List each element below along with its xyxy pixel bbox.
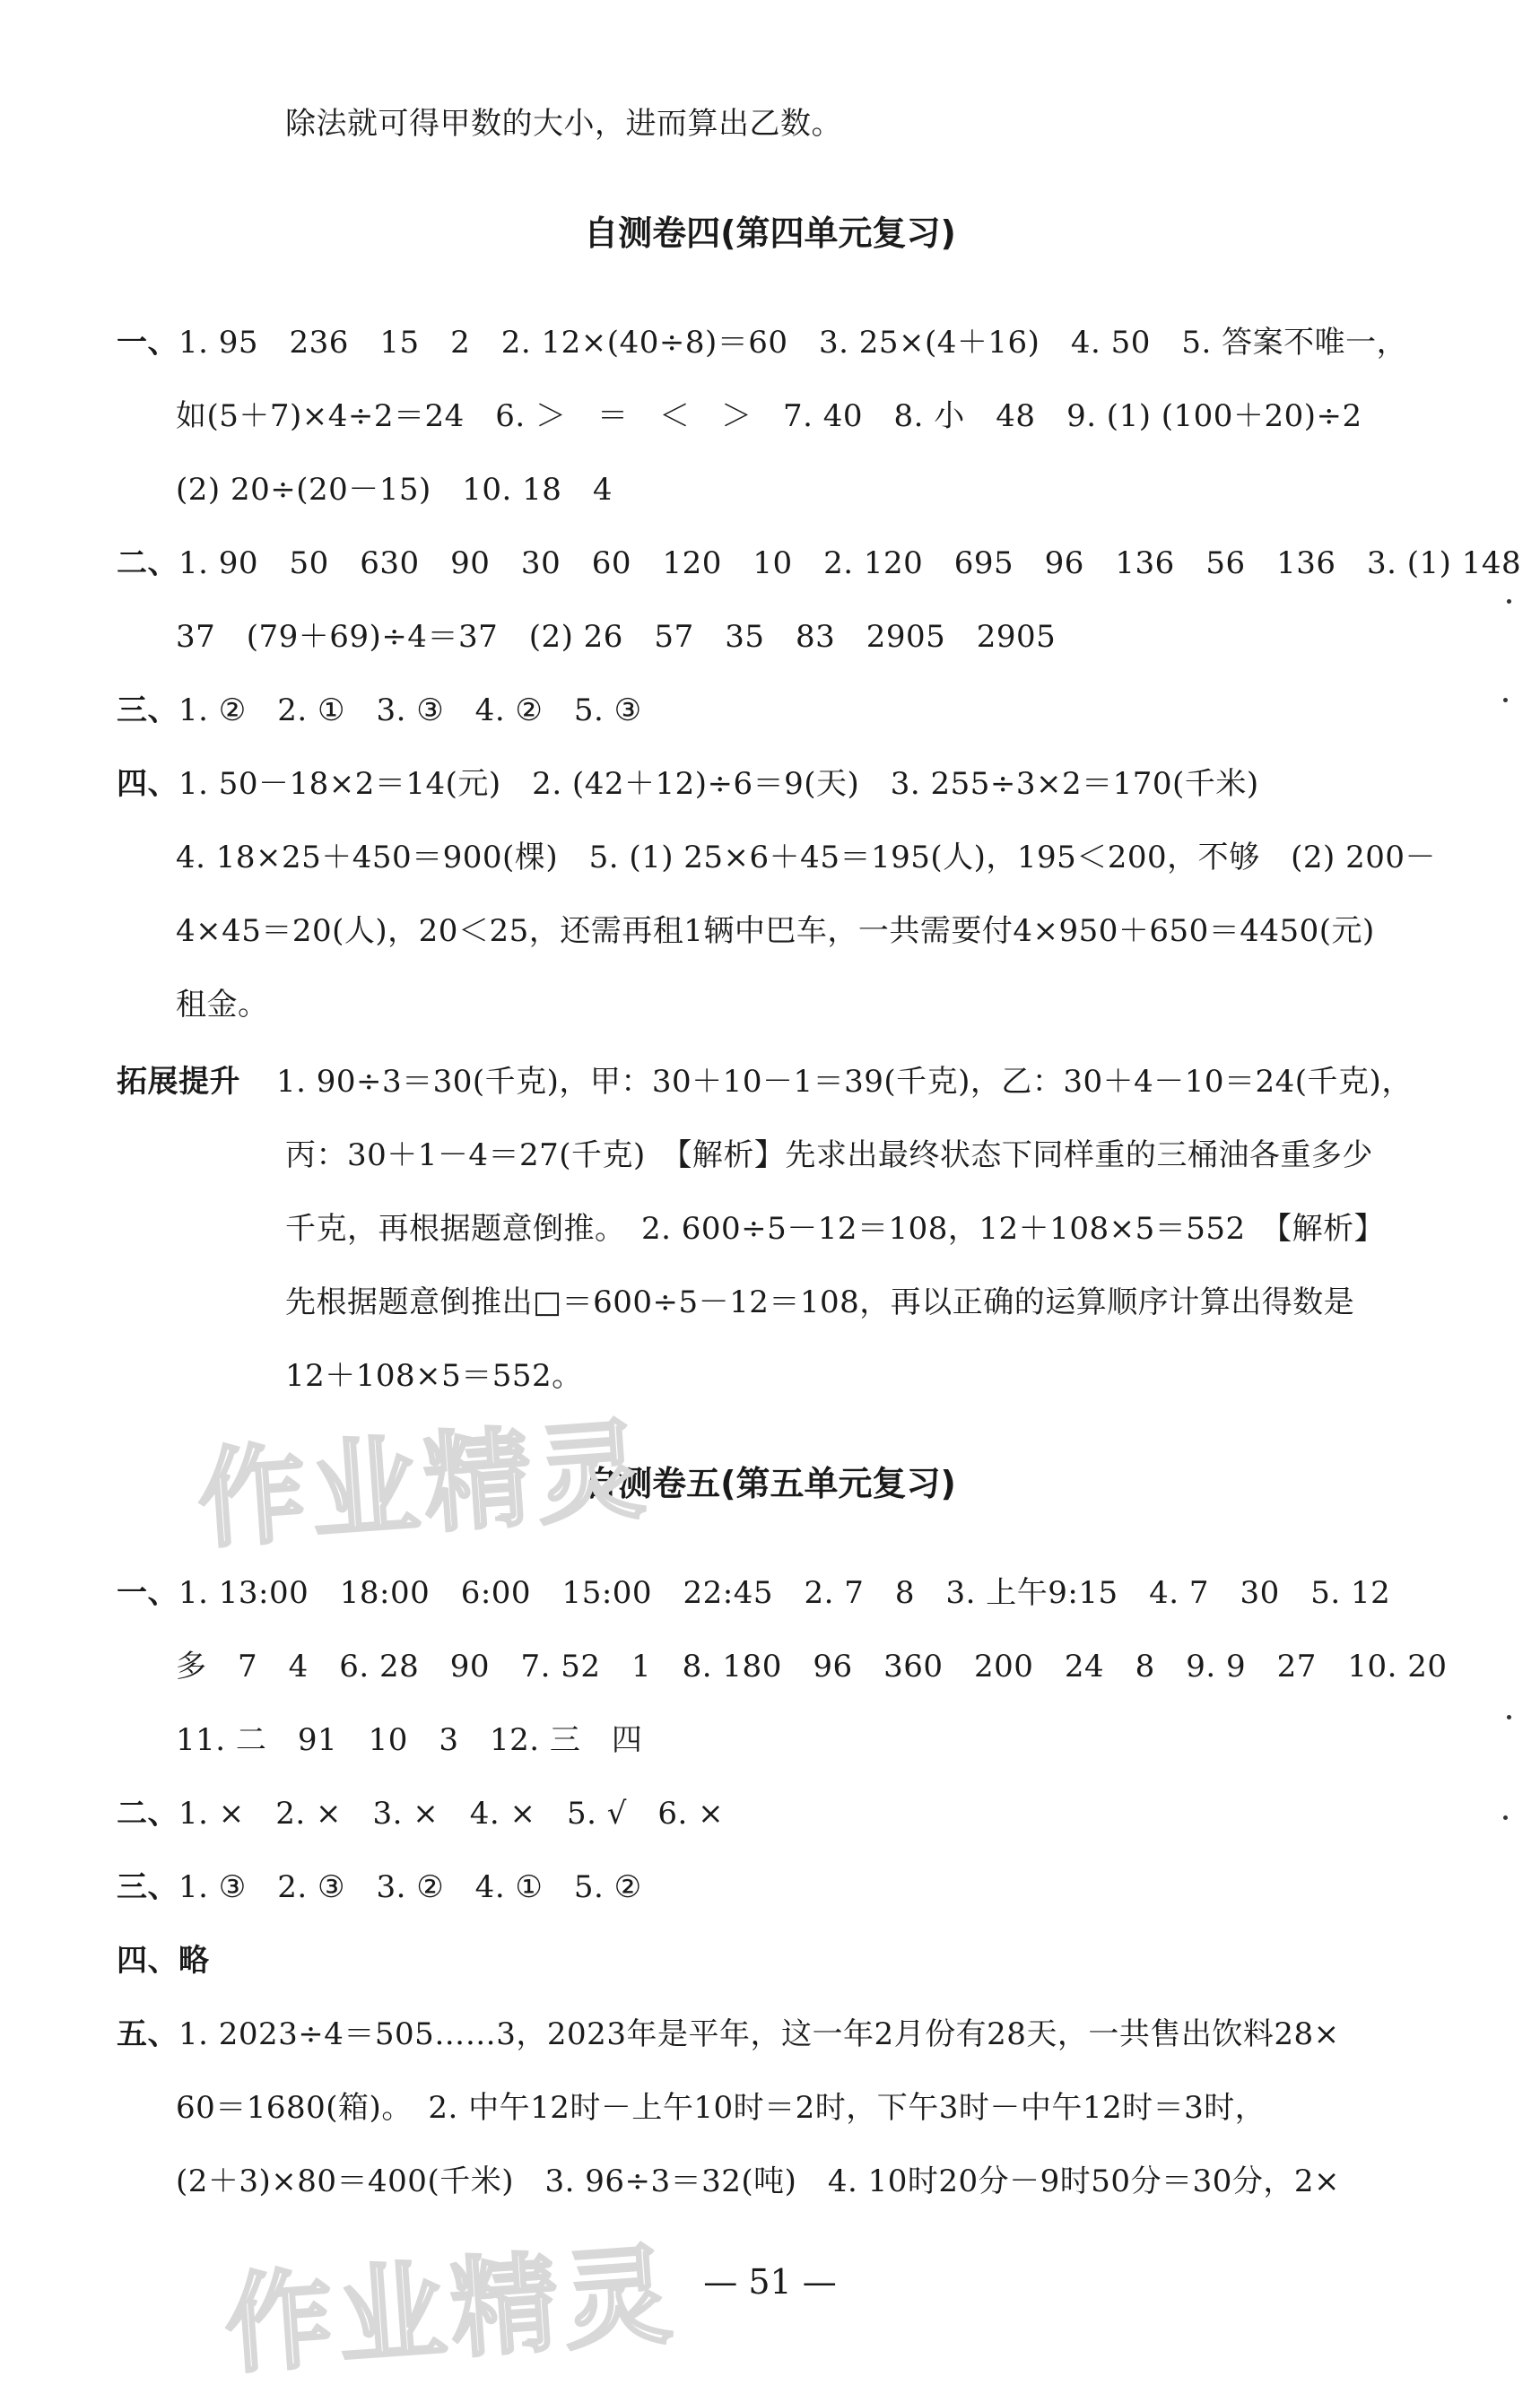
margin-dot [1503,1815,1508,1820]
s4-extend-line4: 先根据题意倒推出□＝600÷5－12＝108，再以正确的运算顺序计算出得数是 [285,1284,1355,1320]
margin-dot [1503,698,1508,702]
s4-part2-label: 二、 [117,545,178,581]
s4-extend-label: 拓展提升 [117,1064,240,1100]
s4-extend-text1: 1. 90÷3＝30(千克)，甲：30＋10－1＝39(千克)，乙：30＋4－10＝24(千克)， [276,1064,1413,1100]
s5-part5-label: 五、 [117,2016,178,2052]
s5-part1-label: 一、 [117,1575,178,1611]
s5-part2-label: 二、 [117,1796,178,1832]
s5-part1-line1 [117,1575,1390,1611]
s4-part3-line1 [117,692,642,728]
section5-title: 自测卷五(第五单元复习) [584,1464,956,1503]
s5-part4-text1: 略 [178,1943,210,1979]
margin-dot [1507,1715,1511,1719]
s4-extend-line1 [117,1064,1413,1100]
s4-extend-line3: 千克，再根据题意倒推。 2. 600÷5－12＝108，12＋108×5＝552 【解析】 [285,1211,1386,1247]
s5-part3-label: 三、 [117,1869,178,1905]
s5-part5-line1 [117,2016,1340,2052]
intro-line: 除法就可得甲数的大小，进而算出乙数。 [285,106,842,142]
s5-part5-text1: 1. 2023÷4＝505……3，2023年是平年，这一年2月份有28天，一共售出饮料28× [178,2016,1340,2052]
s5-part3-text1: 1. ③ 2. ③ 3. ② 4. ① 5. ② [178,1869,642,1905]
page-number: — 51 — [703,2262,837,2302]
s5-part2-text1: 1. × 2. × 3. × 4. × 5. √ 6. × [178,1796,725,1832]
s4-part4-line4: 租金。 [176,987,269,1023]
s4-part3-text1: 1. ② 2. ① 3. ③ 4. ② 5. ③ [178,692,642,728]
s4-part2-line1 [117,545,1521,581]
s5-part1-text1: 1. 13:00 18:00 6:00 15:00 22:45 2. 7 8 3. 上午9:15 4. 7 30 5. 12 [178,1575,1391,1611]
s4-part1-line3: (2) 20÷(20－15) 10. 18 4 [176,472,613,508]
s5-part3-line1 [117,1869,642,1905]
s4-part4-line2: 4. 18×25＋450＝900(棵) 5. (1) 25×6＋45＝195(人)，195＜200，不够 (2) 200－ [176,840,1437,875]
watermark-upper: 作业精灵 [194,1407,654,1564]
margin-dot [1507,599,1511,604]
s4-part1-text1: 1. 95 236 15 2 2. 12×(40÷8)＝60 3. 25×(4＋16) 4. 50 5. 答案不唯一， [178,325,1408,361]
s4-part2-line2: 37 (79＋69)÷4＝37 (2) 26 57 35 83 2905 2905 [176,619,1057,655]
watermark-lower: 作业精灵 [221,2233,681,2390]
s4-part2-text1: 1. 90 50 630 90 30 60 120 10 2. 120 695 96 136 56 136 3. (1) 148 [178,545,1522,581]
s4-extend-line5: 12＋108×5＝552。 [285,1358,583,1394]
s4-extend-line2: 丙：30＋1－4＝27(千克) 【解析】先求出最终状态下同样重的三桶油各重多少 [285,1137,1373,1173]
s4-part4-text1: 1. 50－18×2＝14(元) 2. (42＋12)÷6＝9(天) 3. 255÷3×2＝170(千米) [178,766,1259,802]
s4-part1-line2: 如(5＋7)×4÷2＝24 6. ＞ ＝ ＜ ＞ 7. 40 8. 小 48 9. (1) (100＋20)÷2 [176,398,1362,434]
s4-part4-line3: 4×45＝20(人)，20＜25，还需再租1辆中巴车，一共需要付4×950＋650＝4450(元) [176,913,1375,949]
s5-part4-label: 四、 [117,1943,178,1979]
s4-part3-label: 三、 [117,692,178,728]
s5-part4-line1 [117,1943,210,1979]
s4-part4-line1 [117,766,1259,802]
s5-part1-line3: 11. 二 91 10 3 12. 三 四 [176,1722,643,1758]
section4-title: 自测卷四(第四单元复习) [584,213,956,253]
s4-part4-label: 四、 [117,766,178,802]
s4-part1-label: 一、 [117,325,178,361]
s5-part5-line2: 60＝1680(箱)。 2. 中午12时－上午10时＝2时，下午3时－中午12时＝3时， [176,2090,1266,2126]
s5-part1-line2: 多 7 4 6. 28 90 7. 52 1 8. 180 96 360 200 24 8 9. 9 27 10. 20 [176,1649,1448,1685]
s5-part2-line1 [117,1796,724,1832]
s5-part5-line3: (2＋3)×80＝400(千米) 3. 96÷3＝32(吨) 4. 10时20分－9时50分＝30分，2× [176,2163,1340,2199]
s4-part1-line1 [117,325,1407,361]
